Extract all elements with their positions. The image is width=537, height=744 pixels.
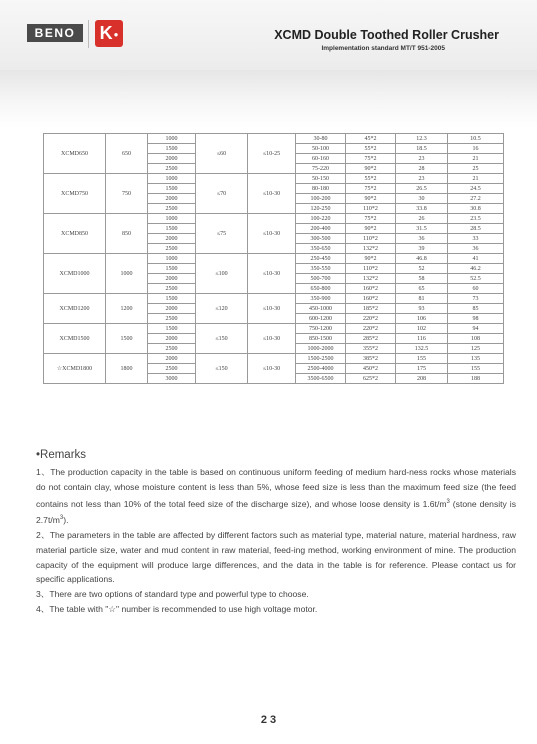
k-logo-letter: K: [99, 23, 113, 43]
weight-cell: 102: [396, 324, 448, 334]
remark-3: 3、There are two options of standard type and powerful type to choose.: [36, 589, 309, 600]
model-cell: XCMD1200: [44, 294, 106, 324]
capacity-cell: 75-220: [296, 164, 346, 174]
weight-cell: 46.8: [396, 254, 448, 264]
motor-power-cell: 75*2: [346, 184, 396, 194]
capacity-cell: 750-1200: [296, 324, 346, 334]
feed-size-cell: ≤70: [196, 174, 248, 214]
weight-cell: 106: [396, 314, 448, 324]
motor-power-cell: 110*2: [346, 234, 396, 244]
roller-length-cell: 1000: [148, 214, 196, 224]
capacity-cell: 350-650: [296, 244, 346, 254]
remarks-section: [36, 449, 516, 617]
discharge-size-cell: ≤10-25: [248, 134, 296, 174]
weight-cell: 26.5: [396, 184, 448, 194]
weight-alt-cell: 24.5: [448, 184, 504, 194]
roller-length-cell: 1000: [148, 134, 196, 144]
specs-table-body: [44, 134, 504, 384]
roller-length-cell: 2000: [148, 274, 196, 284]
capacity-cell: 60-160: [296, 154, 346, 164]
capacity-cell: 500-700: [296, 274, 346, 284]
motor-power-cell: 55*2: [346, 144, 396, 154]
capacity-cell: 30-80: [296, 134, 346, 144]
roller-diameter-cell: 1500: [106, 324, 148, 354]
weight-cell: 26: [396, 214, 448, 224]
capacity-cell: 80-180: [296, 184, 346, 194]
table-row: [44, 214, 504, 224]
weight-cell: 39: [396, 244, 448, 254]
page-subtitle: Implementation standard MT/T 951-2005: [321, 45, 445, 52]
motor-power-cell: 220*2: [346, 314, 396, 324]
remark-4: 4、The table with "☆" number is recommended to use high voltage motor.: [36, 603, 318, 614]
roller-length-cell: 2000: [148, 354, 196, 364]
feed-size-cell: ≤75: [196, 214, 248, 254]
capacity-cell: 250-450: [296, 254, 346, 264]
roller-length-cell: 2500: [148, 164, 196, 174]
weight-alt-cell: 108: [448, 334, 504, 344]
discharge-size-cell: ≤10-30: [248, 214, 296, 254]
motor-power-cell: 625*2: [346, 374, 396, 384]
roller-length-cell: 1000: [148, 174, 196, 184]
weight-alt-cell: 155: [448, 364, 504, 374]
weight-alt-cell: 125: [448, 344, 504, 354]
weight-alt-cell: 52.5: [448, 274, 504, 284]
roller-length-cell: 2500: [148, 364, 196, 374]
model-cell: XCMD850: [44, 214, 106, 254]
discharge-size-cell: ≤10-30: [248, 174, 296, 214]
feed-size-cell: ≤150: [196, 324, 248, 354]
weight-alt-cell: 16: [448, 144, 504, 154]
beno-logo: BENO: [27, 24, 83, 42]
weight-cell: 31.5: [396, 224, 448, 234]
table-row: [44, 254, 504, 264]
page-title: XCMD Double Toothed Roller Crusher: [274, 28, 499, 42]
discharge-size-cell: ≤10-30: [248, 254, 296, 294]
specs-table: [43, 133, 504, 384]
capacity-cell: 2500-4000: [296, 364, 346, 374]
roller-length-cell: 1500: [148, 144, 196, 154]
discharge-size-cell: ≤10-30: [248, 354, 296, 384]
weight-alt-cell: 94: [448, 324, 504, 334]
table-row: [44, 294, 504, 304]
model-cell: XCMD750: [44, 174, 106, 214]
roller-length-cell: 1500: [148, 224, 196, 234]
capacity-cell: 100-220: [296, 214, 346, 224]
roller-length-cell: 1500: [148, 264, 196, 274]
weight-alt-cell: 25: [448, 164, 504, 174]
model-cell: XCMD1000: [44, 254, 106, 294]
weight-cell: 52: [396, 264, 448, 274]
model-cell: XCMD650: [44, 134, 106, 174]
feed-size-cell: ≤60: [196, 134, 248, 174]
weight-cell: 155: [396, 354, 448, 364]
weight-cell: 28: [396, 164, 448, 174]
roller-diameter-cell: 1200: [106, 294, 148, 324]
motor-power-cell: 132*2: [346, 244, 396, 254]
motor-power-cell: 220*2: [346, 324, 396, 334]
feed-size-cell: ≤150: [196, 354, 248, 384]
motor-power-cell: 45*2: [346, 134, 396, 144]
roller-length-cell: 2000: [148, 234, 196, 244]
roller-diameter-cell: 750: [106, 174, 148, 214]
roller-length-cell: 2000: [148, 194, 196, 204]
motor-power-cell: 90*2: [346, 164, 396, 174]
weight-alt-cell: 135: [448, 354, 504, 364]
weight-cell: 93: [396, 304, 448, 314]
page-header: [0, 0, 537, 70]
capacity-cell: 450-1000: [296, 304, 346, 314]
motor-power-cell: 355*2: [346, 344, 396, 354]
table-row: [44, 134, 504, 144]
remark-1-sup-b: 3: [59, 515, 64, 522]
remarks-title: •Remarks: [36, 449, 87, 461]
capacity-cell: 1500-2500: [296, 354, 346, 364]
roller-length-cell: 2500: [148, 204, 196, 214]
header-divider: [88, 20, 89, 48]
weight-cell: 81: [396, 294, 448, 304]
capacity-cell: 1000-2000: [296, 344, 346, 354]
remark-2: 2、The parameters in the table are affected by different factors such as material type, material nature, material hardness, raw material particle size, water and mud content in raw material, feed-ing method, working environment of mine. The production capacity of the equipment will produce large differences, and the data in the table is for reference. Please contact us for specific applications.: [36, 529, 516, 585]
roller-length-cell: 2500: [148, 344, 196, 354]
capacity-cell: 120-250: [296, 204, 346, 214]
weight-alt-cell: 46.2: [448, 264, 504, 274]
capacity-cell: 100-200: [296, 194, 346, 204]
weight-alt-cell: 33: [448, 234, 504, 244]
weight-cell: 30: [396, 194, 448, 204]
k-logo-dot: ●: [113, 30, 119, 39]
weight-alt-cell: 30.8: [448, 204, 504, 214]
roller-length-cell: 1500: [148, 324, 196, 334]
roller-length-cell: 3000: [148, 374, 196, 384]
capacity-cell: 300-500: [296, 234, 346, 244]
motor-power-cell: 160*2: [346, 284, 396, 294]
motor-power-cell: 90*2: [346, 254, 396, 264]
remark-1-text-b: (stone density is 2.7t/m: [36, 498, 517, 526]
roller-length-cell: 2500: [148, 314, 196, 324]
table-row: [44, 354, 504, 364]
weight-cell: 65: [396, 284, 448, 294]
capacity-cell: 850-1500: [296, 334, 346, 344]
weight-alt-cell: 23.5: [448, 214, 504, 224]
remark-1-sup: 3: [446, 498, 450, 505]
roller-length-cell: 1500: [148, 184, 196, 194]
motor-power-cell: 55*2: [346, 174, 396, 184]
motor-power-cell: 185*2: [346, 304, 396, 314]
roller-length-cell: 2500: [148, 284, 196, 294]
header-band: [0, 70, 537, 128]
capacity-cell: 50-150: [296, 174, 346, 184]
weight-alt-cell: 188: [448, 374, 504, 384]
table-row: [44, 174, 504, 184]
roller-length-cell: 2500: [148, 244, 196, 254]
discharge-size-cell: ≤10-30: [248, 324, 296, 354]
capacity-cell: 200-400: [296, 224, 346, 234]
remark-1: [36, 465, 516, 528]
roller-diameter-cell: 850: [106, 214, 148, 254]
model-cell: XCMD1500: [44, 324, 106, 354]
motor-power-cell: 450*2: [346, 364, 396, 374]
feed-size-cell: ≤100: [196, 254, 248, 294]
k-logo: [95, 20, 123, 47]
weight-cell: 36: [396, 234, 448, 244]
motor-power-cell: 90*2: [346, 224, 396, 234]
capacity-cell: 650-800: [296, 284, 346, 294]
roller-length-cell: 2000: [148, 304, 196, 314]
model-cell: ☆XCMD1800: [44, 354, 106, 384]
weight-alt-cell: 73: [448, 294, 504, 304]
weight-alt-cell: 41: [448, 254, 504, 264]
capacity-cell: 50-100: [296, 144, 346, 154]
roller-length-cell: 2000: [148, 334, 196, 344]
roller-length-cell: 1500: [148, 294, 196, 304]
motor-power-cell: 110*2: [346, 264, 396, 274]
motor-power-cell: 110*2: [346, 204, 396, 214]
weight-alt-cell: 28.5: [448, 224, 504, 234]
motor-power-cell: 90*2: [346, 194, 396, 204]
motor-power-cell: 285*2: [346, 334, 396, 344]
discharge-size-cell: ≤10-30: [248, 294, 296, 324]
weight-cell: 208: [396, 374, 448, 384]
motor-power-cell: 75*2: [346, 214, 396, 224]
remark-1-text: 1、The production capacity in the table is based on continuous uniform feeding of medium hard-ness rocks whose materials do not contain clay, whose moisture content is less than 5%, whose feed size is less than the maximum feed size (the feed contains not less than 10% of the total feed size of the discharge size), and whose loose density is 1.6t/m: [36, 467, 516, 509]
weight-cell: 12.3: [396, 134, 448, 144]
weight-alt-cell: 60: [448, 284, 504, 294]
weight-cell: 18.5: [396, 144, 448, 154]
motor-power-cell: 132*2: [346, 274, 396, 284]
table-row: [44, 324, 504, 334]
weight-alt-cell: 36: [448, 244, 504, 254]
weight-alt-cell: 27.2: [448, 194, 504, 204]
weight-cell: 116: [396, 334, 448, 344]
weight-cell: 58: [396, 274, 448, 284]
capacity-cell: 600-1200: [296, 314, 346, 324]
roller-length-cell: 2000: [148, 154, 196, 164]
weight-cell: 23: [396, 154, 448, 164]
weight-cell: 33.8: [396, 204, 448, 214]
motor-power-cell: 385*2: [346, 354, 396, 364]
weight-cell: 132.5: [396, 344, 448, 354]
roller-length-cell: 1000: [148, 254, 196, 264]
capacity-cell: 3500-6500: [296, 374, 346, 384]
page-number: 2 3: [260, 714, 277, 726]
weight-alt-cell: 21: [448, 174, 504, 184]
motor-power-cell: 160*2: [346, 294, 396, 304]
weight-alt-cell: 98: [448, 314, 504, 324]
feed-size-cell: ≤120: [196, 294, 248, 324]
weight-cell: 23: [396, 174, 448, 184]
weight-alt-cell: 21: [448, 154, 504, 164]
weight-cell: 175: [396, 364, 448, 374]
roller-diameter-cell: 650: [106, 134, 148, 174]
weight-alt-cell: 85: [448, 304, 504, 314]
remark-1-text-c: ).: [63, 515, 69, 526]
weight-alt-cell: 10.5: [448, 134, 504, 144]
capacity-cell: 350-900: [296, 294, 346, 304]
roller-diameter-cell: 1000: [106, 254, 148, 294]
roller-diameter-cell: 1800: [106, 354, 148, 384]
capacity-cell: 350-550: [296, 264, 346, 274]
motor-power-cell: 75*2: [346, 154, 396, 164]
